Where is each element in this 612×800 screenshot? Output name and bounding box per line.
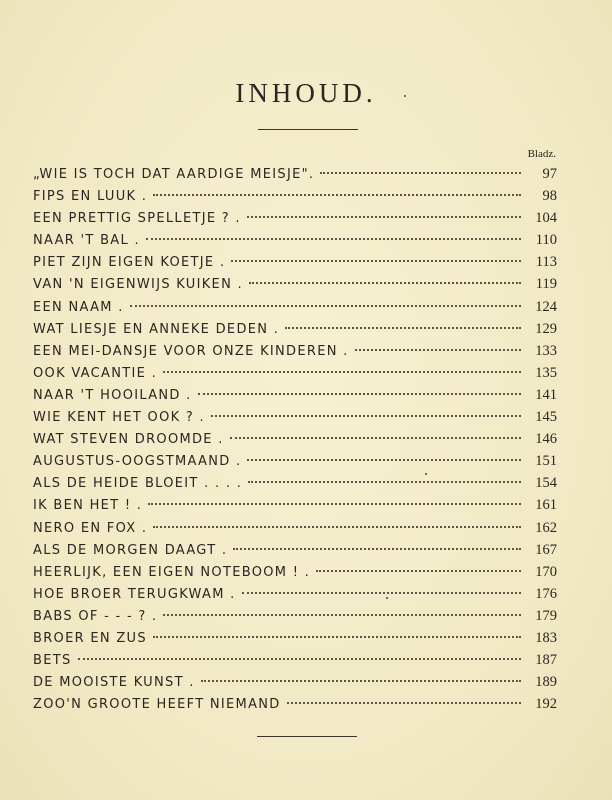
toc-entry-page: 124 — [535, 298, 557, 315]
toc-entry-page: 179 — [535, 607, 557, 624]
dot-leader — [78, 658, 521, 660]
dot-leader — [201, 680, 521, 682]
toc-entry-page: 192 — [535, 696, 557, 713]
toc-entry-title: HOE BROER TERUGKWAM . — [33, 586, 236, 602]
toc-entry-title: BROER EN ZUS — [33, 630, 147, 646]
dot-leader — [163, 371, 521, 373]
dot-leader — [163, 614, 521, 616]
toc-entry-title: IK BEN HET ! . — [33, 498, 143, 514]
toc-entry-page: 151 — [535, 453, 557, 470]
dot-leader — [287, 702, 521, 704]
toc-entry-title: ALS DE HEIDE BLOEIT . . . . — [33, 476, 243, 492]
toc-entry-page: 141 — [535, 386, 557, 403]
dot-leader — [355, 349, 521, 351]
toc-entry-page: 113 — [535, 254, 557, 271]
dot-leader — [233, 548, 521, 550]
toc-entry — [33, 406, 557, 428]
toc-entry-title: „WIE IS TOCH DAT AARDIGE MEISJE". — [33, 167, 315, 182]
dot-leader — [130, 305, 521, 307]
toc-entry-page: 135 — [535, 364, 557, 381]
toc-entry — [33, 583, 557, 605]
page-number-header: Bladz. — [527, 148, 556, 160]
toc-entry — [33, 163, 557, 185]
toc-entry-title: AUGUSTUS-OOGSTMAAND . — [33, 454, 242, 470]
dot-leader — [231, 260, 521, 262]
page-title: INHOUD. — [235, 78, 377, 108]
toc-entry-title: VAN 'N EIGENWIJS KUIKEN . — [33, 277, 243, 293]
toc-entry-title: EEN PRETTIG SPELLETJE ? . — [33, 211, 241, 227]
toc-entry-page: 167 — [535, 541, 557, 558]
toc-entry-page: 189 — [535, 674, 557, 691]
toc-entry — [33, 318, 557, 340]
toc-entry-page: 161 — [535, 497, 557, 514]
paper-speck — [425, 473, 427, 475]
toc-entry — [33, 649, 557, 671]
dot-leader — [285, 327, 521, 329]
dot-leader — [153, 636, 521, 638]
toc-entry — [33, 693, 557, 715]
toc-entry-page: 98 — [542, 188, 557, 205]
toc-entry — [33, 494, 557, 516]
paper-speck — [404, 95, 406, 97]
dot-leader — [320, 172, 521, 174]
toc-entry-title: OOK VACANTIE . — [33, 365, 157, 381]
toc-entry — [33, 472, 557, 494]
dot-leader — [211, 415, 521, 417]
toc-entry-page: 119 — [535, 276, 557, 293]
paper-speck — [386, 597, 388, 599]
toc-entry — [33, 561, 557, 583]
dot-leader — [146, 238, 521, 240]
dot-leader — [242, 592, 521, 594]
toc-entry — [33, 605, 557, 627]
toc-entry-title: FIPS EN LUUK . — [33, 189, 148, 205]
toc-entry-title: ALS DE MORGEN DAAGT . — [33, 542, 228, 558]
toc-entry — [33, 539, 557, 561]
dot-leader — [247, 459, 521, 461]
toc-entry — [33, 362, 557, 384]
toc-entry-page: 176 — [535, 585, 557, 602]
toc-entry — [33, 251, 557, 273]
dot-leader — [153, 194, 521, 196]
toc-entry — [33, 384, 557, 406]
toc-entry-title: WIE KENT HET OOK ? . — [33, 410, 205, 426]
toc-entry — [33, 340, 557, 362]
toc-entry — [33, 207, 557, 229]
dot-leader — [249, 282, 521, 284]
dot-leader — [148, 503, 521, 505]
toc-entry-title: NAAR 'T HOOILAND . — [33, 387, 192, 403]
toc-entry — [33, 627, 557, 649]
toc-entry-title: BETS — [33, 653, 72, 669]
toc-entry — [33, 296, 557, 318]
toc-entry-page: 154 — [535, 475, 557, 492]
toc-entry — [33, 517, 557, 539]
toc-entry-title: HEERLIJK, EEN EIGEN NOTEBOOM ! . — [33, 564, 311, 580]
toc-entry — [33, 229, 557, 251]
toc-entry-page: 183 — [535, 629, 557, 646]
toc-entry — [33, 450, 557, 472]
toc-entry-page: 187 — [535, 652, 557, 669]
toc-entry-title: WAT STEVEN DROOMDE . — [33, 432, 224, 448]
toc-entry-title: NAAR 'T BAL . — [33, 233, 140, 249]
toc-entry-page: 162 — [535, 519, 557, 536]
toc-entry — [33, 671, 557, 693]
dot-leader — [248, 481, 521, 483]
dot-leader — [230, 437, 521, 439]
toc-entry-title: ZOO'N GROOTE HEEFT NIEMAND — [33, 697, 281, 713]
bottom-divider — [257, 736, 357, 737]
toc-entry-page: 104 — [535, 210, 557, 227]
dot-leader — [247, 216, 521, 218]
table-of-contents — [33, 163, 557, 715]
dot-leader — [198, 393, 521, 395]
toc-entry-title: BABS OF - - - ? . — [33, 608, 158, 624]
toc-entry-title: WAT LIESJE EN ANNEKE DEDEN . — [33, 321, 280, 337]
title-divider — [258, 129, 358, 130]
toc-entry — [33, 185, 557, 207]
toc-entry-page: 129 — [535, 320, 557, 337]
toc-entry-page: 110 — [535, 232, 557, 249]
toc-entry-title: EEN NAAM . — [33, 299, 124, 315]
toc-entry-page: 97 — [542, 166, 557, 182]
toc-entry-title: PIET ZIJN EIGEN KOETJE . — [33, 255, 226, 271]
dot-leader — [153, 526, 521, 528]
dot-leader — [316, 570, 521, 572]
toc-entry-page: 133 — [535, 342, 557, 359]
toc-entry — [33, 273, 557, 295]
toc-entry-page: 170 — [535, 563, 557, 580]
toc-entry-page: 145 — [535, 409, 557, 426]
toc-entry — [33, 428, 557, 450]
toc-entry-title: DE MOOISTE KUNST . — [33, 675, 195, 691]
toc-entry-page: 146 — [535, 431, 557, 448]
toc-entry-title: EEN MEI-DANSJE VOOR ONZE KINDEREN . — [33, 343, 349, 359]
toc-entry-title: NERO EN FOX . — [33, 520, 148, 536]
